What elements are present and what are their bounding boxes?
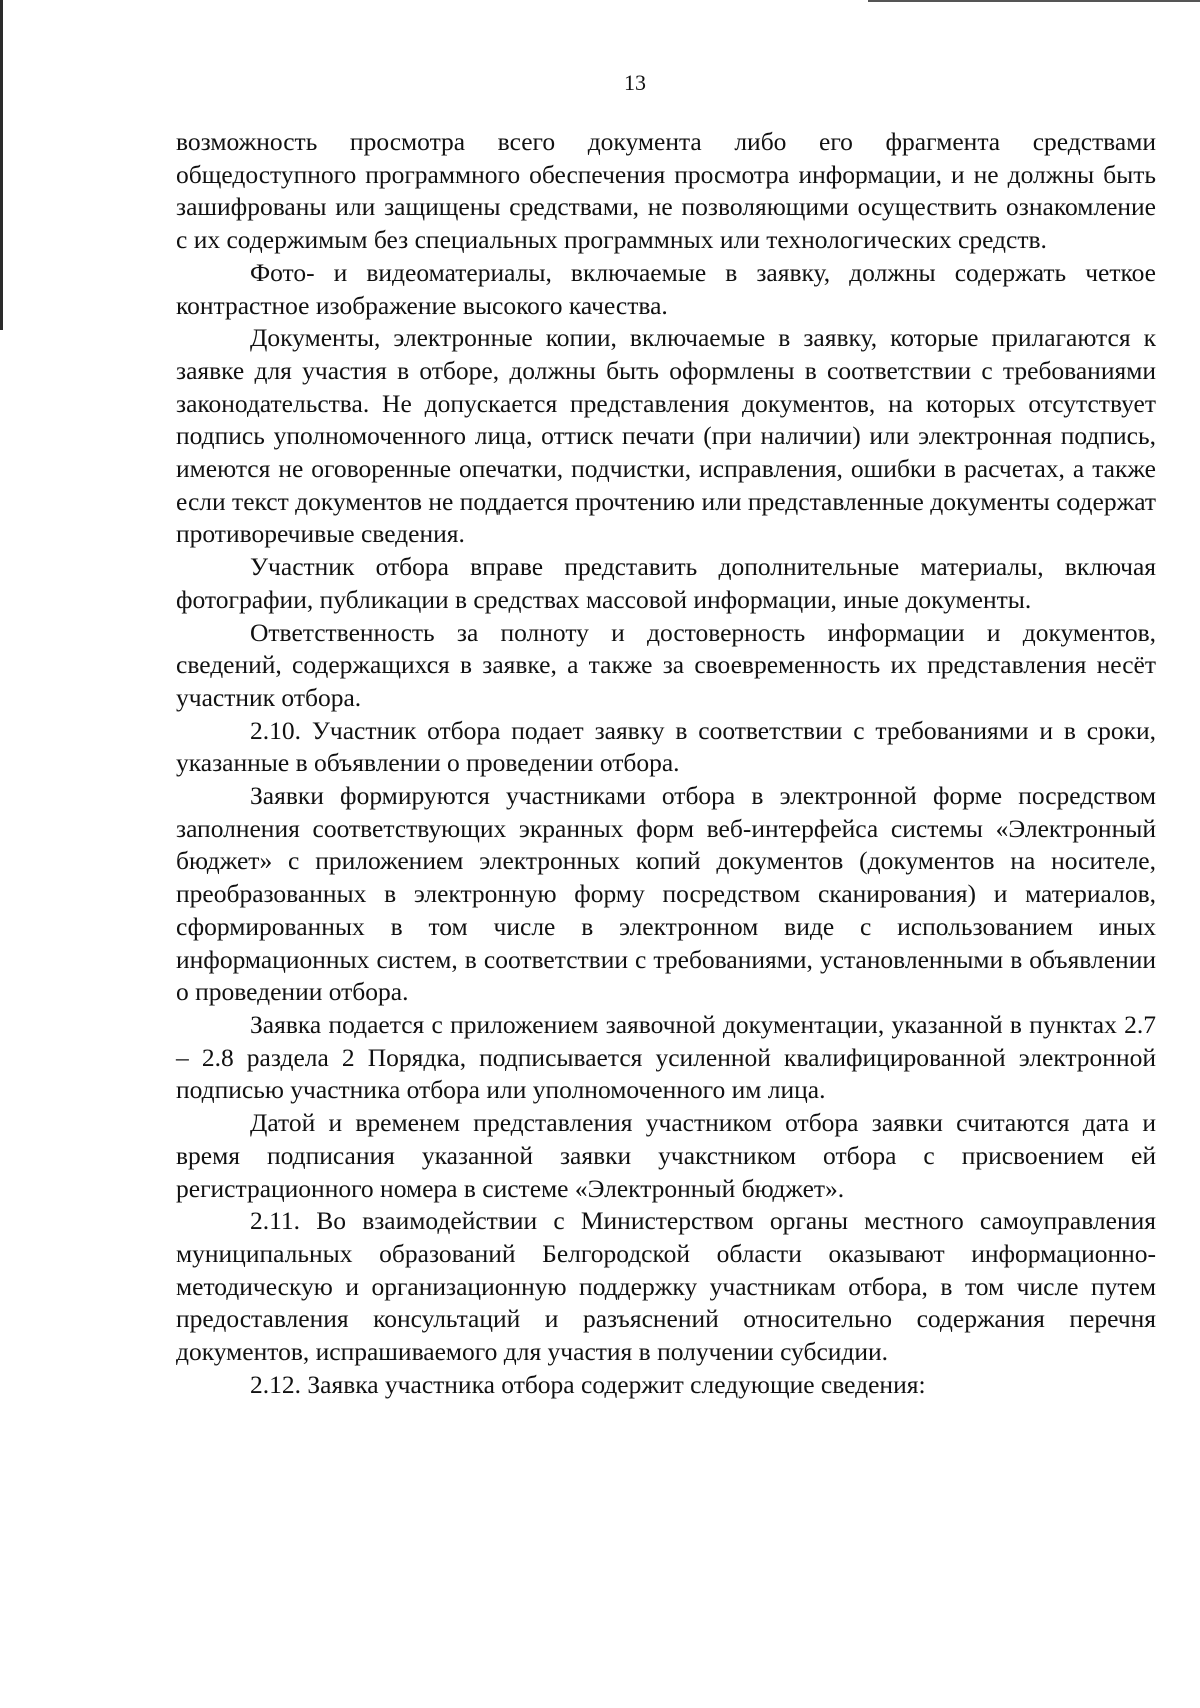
paragraph: Заявка подается с приложением заявочной документации, указанной в пунктах 2.7 – 2.8 раздела 2 Порядка, подписывается усиленной квалифицированной электронной подписью участника отбора или уполномоченного им лица.: [176, 1009, 1156, 1105]
paragraph: Документы, электронные копии, включаемые в заявку, которые прилагаются к заявке для участия в отборе, должны быть оформлены в соответствии с требованиями законодательства. Не допускается представления документов, на которых отсутствует подпись уполномоченного лица, оттиск печати (при наличии) или электронная подпись, имеются не оговоренные опечатки, подчистки, исправления, ошибки в расчетах, а также если текст документов не поддается прочтению или представленные документы содержат противоречивые сведения.: [176, 323, 1156, 549]
paragraph-2-12: 2.12. Заявка участника отбора содержит следующие сведения:: [250, 1369, 926, 1399]
paragraph: Датой и временем представления участником отбора заявки считаются дата и время подписания указанной заявки учакстником отбора с присвоением ей регистрационного номера в системе «Электронный бюджет».: [176, 1108, 1156, 1203]
scan-top-line: [868, 0, 1200, 2]
paragraph-2-10: 2.10. Участник отбора подает заявку в соответствии с требованиями и в сроки, указанные в объявлении о проведении отбора.: [176, 715, 1156, 778]
document-body: [176, 126, 1156, 1401]
paragraph: Заявки формируются участниками отбора в электронной форме посредством заполнения соответствующих экранных форм веб-интерфейса системы «Электронный бюджет» с приложением электронных копий документов (документов на носителе, преобразованных в электронную форму посредством сканирования) и материалов, сформированных в том числе в электронном виде с использованием иных информационных систем, в соответствии с требованиями, установленными в объявлении о проведении отбора.: [176, 781, 1156, 1007]
paragraph: возможность просмотра всего документа либо его фрагмента средствами общедоступного программного обеспечения просмотра информации, и не должны быть зашифрованы или защищены средствами, не позволяющими осуществить ознакомление с их содержимым без специальных программных или технологических средств.: [176, 127, 1156, 255]
paragraph: Участник отбора вправе представить дополнительные материалы, включая фотографии, публикации в средствах массовой информации, иные документы.: [176, 552, 1156, 614]
paragraph: Ответственность за полноту и достоверность информации и документов, сведений, содержащихся в заявке, а также за своевременность их представления несёт участник отбора.: [176, 617, 1156, 712]
scan-left-border: [0, 0, 3, 330]
paragraph-2-11: 2.11. Во взаимодействии с Министерством органы местного самоуправления муниципальных образований Белгородской области оказывают информационно-методическую и организационную поддержку участникам отбора, в том числе путем предоставления консультаций и разъяснений относительно содержания перечня документов, испрашиваемого для участия в получении субсидии.: [176, 1206, 1156, 1367]
paragraph: Фото- и видеоматериалы, включаемые в заявку, должны содержать четкое контрастное изображение высокого качества.: [176, 257, 1156, 320]
page-number: 13: [624, 70, 646, 95]
